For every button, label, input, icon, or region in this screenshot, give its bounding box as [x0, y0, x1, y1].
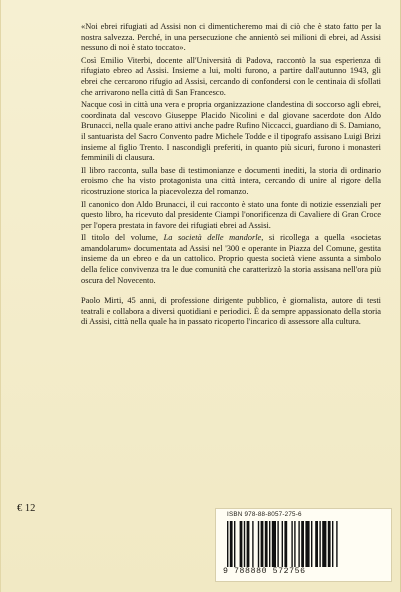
- price: € 12: [17, 503, 36, 514]
- title-paragraph: [81, 233, 381, 286]
- intro-paragraph: Così Emilio Viterbi, docente all'Università di Padova, raccontò la sua esperienza di rifugiato ebreo ad Assisi. Insieme a lui, molti furono, a partire dall'autunno 1943, gli ebrei che cercarono rifugio ad Assisi, cercando di confondersi con le centinaia di sfollati che arrivarono nella città di San Francesco.: [81, 55, 381, 97]
- author-bio: Paolo Mirti, 45 anni, di professione dirigente pubblico, è giornalista, autore di testi teatrali e collabora a diversi quotidiani e periodici. È da sempre appassionato della storia di Assisi, città nella quale ha in passato ricoperto l'incarico di assessore alla cultura.: [81, 296, 381, 327]
- organization-paragraph: Nacque così in città una vera e propria organizzazione clandestina di soccorso agli ebrei, coordinata dal vescovo Giuseppe Placido Nicolini e dal giovane sacerdote don Aldo Brunacci, nella quale erano attivi anche padre Rufino Niccacci, guardiano di S. Damiano, il santuarista del Sacro Convento padre Michele Todde e il tipografo assisano Luigi Brizi insieme al figlio Trento. I nascondigli preferiti, in quanto più sicuri, furono i monasteri femminili di clausura.: [81, 100, 381, 163]
- blurb-text: [81, 22, 381, 330]
- barcode-number: 9 788880 572756: [223, 567, 306, 576]
- quote-paragraph: «Noi ebrei rifugiati ad Assisi non ci dimenticheremo mai di ciò che è stato fatto per la nostra salvezza. Perché, in una persecuzione che annientò sei milioni di ebrei, ad Assisi nessuno di noi è stato toccato».: [81, 22, 381, 53]
- title-paragraph-before: Il titolo del volume,: [81, 233, 164, 243]
- book-summary-paragraph: Il libro racconta, sulla base di testimonianze e documenti inediti, la storia di ordinario eroismo che ha visto protagonista una città intera, cercando di unire al rigore della ricostruzione storica la piacevolezza del romanzo.: [81, 165, 381, 196]
- brunacci-paragraph: Il canonico don Aldo Brunacci, il cui racconto è stato una fonte di notizie essenziali per questo libro, ha ricevuto dal presidente Ciampi l'onorificenza di Cavaliere di Gran Croce per l'opera prestata in favore dei rifugiati ebrei ad Assisi.: [81, 199, 381, 230]
- book-title: La società delle mandorle: [163, 233, 262, 243]
- title-paragraph-after: , si ricollega a quella «societas amandolarum» documentata ad Assisi nel '300 e operante in Piazza del Comune, gestita insieme da un ebreo e da un cattolico. Proprio questa società viene assunta a simbolo della felice convivenza tra le due comunità che caratterizzò la storia assisana nell'ora più oscura del Novecento.: [81, 233, 381, 285]
- isbn: ISBN 978-88-8057-275-6: [227, 511, 302, 518]
- barcode-image: [227, 521, 382, 567]
